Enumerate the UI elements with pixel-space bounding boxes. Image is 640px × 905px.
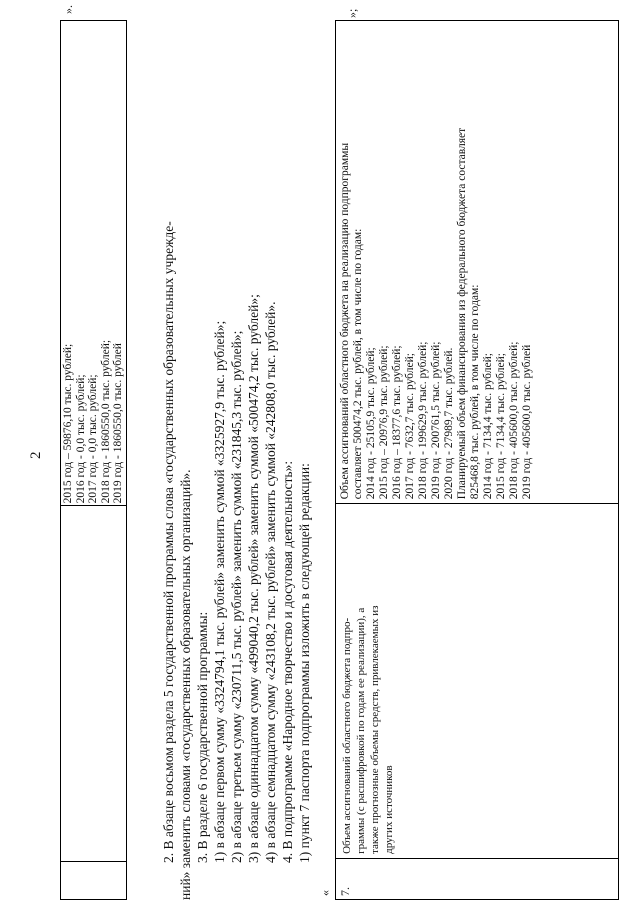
value-line: 2019 год - 200761,5 тыс. рублей;: [430, 341, 442, 500]
top-table-line: 2018 год - 1860550,0 тыс. рублей;: [99, 339, 112, 504]
bottom-table: [335, 20, 619, 900]
value-line: 825468,8 тыс. рублей, в том числе по годам:: [469, 284, 481, 500]
top-table-line: 2016 год - 0,0 тыс. рублей;: [74, 374, 87, 504]
value-line: Объем ассигнований областного бюджета на реализацию подпрограммы: [339, 142, 351, 500]
label-line: граммы (с расшифровкой по годам ее реализации), а: [355, 607, 367, 854]
value-line: 2020 год - 27989,7 тыс. рублей.: [443, 347, 455, 500]
value-line: 2018 год - 199629,9 тыс. рублей;: [417, 341, 429, 500]
paragraph-2-continued: ний» заменить словами «государственных образовательных организаций».: [178, 469, 193, 900]
top-table-value-cell: [61, 21, 127, 506]
bottom-table-close-quote: »;: [345, 8, 359, 18]
top-table-line: 2015 год – 59876,10 тыс. рублей;: [62, 343, 74, 504]
top-table: [60, 20, 127, 900]
label-line: также прогнозные объемы средств, привлекаемых из: [369, 605, 381, 854]
paragraph-3-item-4: 4) в абзаце семнадцатом сумму «243108,2 тыс. рублей» заменить суммой «242808,0 тыс. рублей».: [263, 301, 278, 863]
bottom-table-label-cell: [336, 504, 619, 859]
paragraph-3-item-2: 2) в абзаце третьем сумму «230711,5 тыс. рублей» заменить суммой «231845,3 тыс. рублей»;: [229, 330, 244, 863]
value-line: 2018 год - 405600,0 тыс. рублей;: [508, 341, 520, 500]
value-line: 2019 год - 405600,0 тыс. рублей: [521, 344, 533, 500]
label-line: Объем ассигнований областного бюджета подпро-: [341, 617, 353, 854]
top-table-number-cell: [61, 862, 127, 900]
bottom-table-value-cell: [336, 21, 619, 504]
value-line: 2016 год – 18377,6 тыс. рублей;: [391, 345, 403, 500]
value-line: Планируемый объем финансирования из федерального бюджета составляет: [456, 127, 468, 500]
value-line: 2015 год – 20976,9 тыс. рублей;: [378, 345, 390, 500]
paragraph-3: 3. В разделе 6 государственной программы:: [195, 611, 210, 863]
paragraph-3-item-3: 3) в абзаце одиннадцатом сумму «499040,2 тыс. рублей» заменить суммой «500474,2 тыс. рублей»;: [246, 294, 261, 863]
paragraph-2: 2. В абзаце восьмом раздела 5 государственной программы слова «государственных образовательных учрежде-: [161, 221, 176, 863]
page-number: 2: [28, 451, 44, 459]
paragraph-4: 4. В подпрограмме «Народное творчество и досуговая деятельность»:: [280, 460, 295, 863]
top-table-label-cell: [61, 506, 127, 862]
value-line: 2017 год - 7632,7 тыс. рублей;: [404, 353, 416, 500]
bottom-table-number-cell: [336, 858, 619, 899]
value-line: 2014 год - 25105,9 тыс. рублей;: [365, 347, 377, 500]
row-number: 7.: [338, 887, 352, 896]
bottom-table-open-quote: «: [318, 890, 332, 896]
label-line: других источников: [383, 765, 395, 854]
value-line: 2015 год - 7134,4 тыс. рублей;: [495, 353, 507, 500]
top-table-line: 2017 год - 0,0 тыс. рублей;: [87, 374, 99, 504]
paragraph-3-item-1: 1) в абзаце первом сумму «3324794,1 тыс. рублей» заменить суммой «3325927,9 тыс. рублей»;: [212, 320, 227, 863]
value-line: составляет 500474,2 тыс. рублей, в том числе по годам:: [352, 228, 364, 500]
top-table-line: 2019 год - 1860550,0 тыс. рублей: [112, 343, 124, 504]
top-table-close-quote: ».: [61, 5, 75, 14]
value-line: 2014 год - 7134,4 тыс. рублей;: [482, 353, 494, 500]
paragraph-4-item-1: 1) пункт 7 паспорта подпрограммы изложить в следующей редакции:: [297, 463, 312, 863]
